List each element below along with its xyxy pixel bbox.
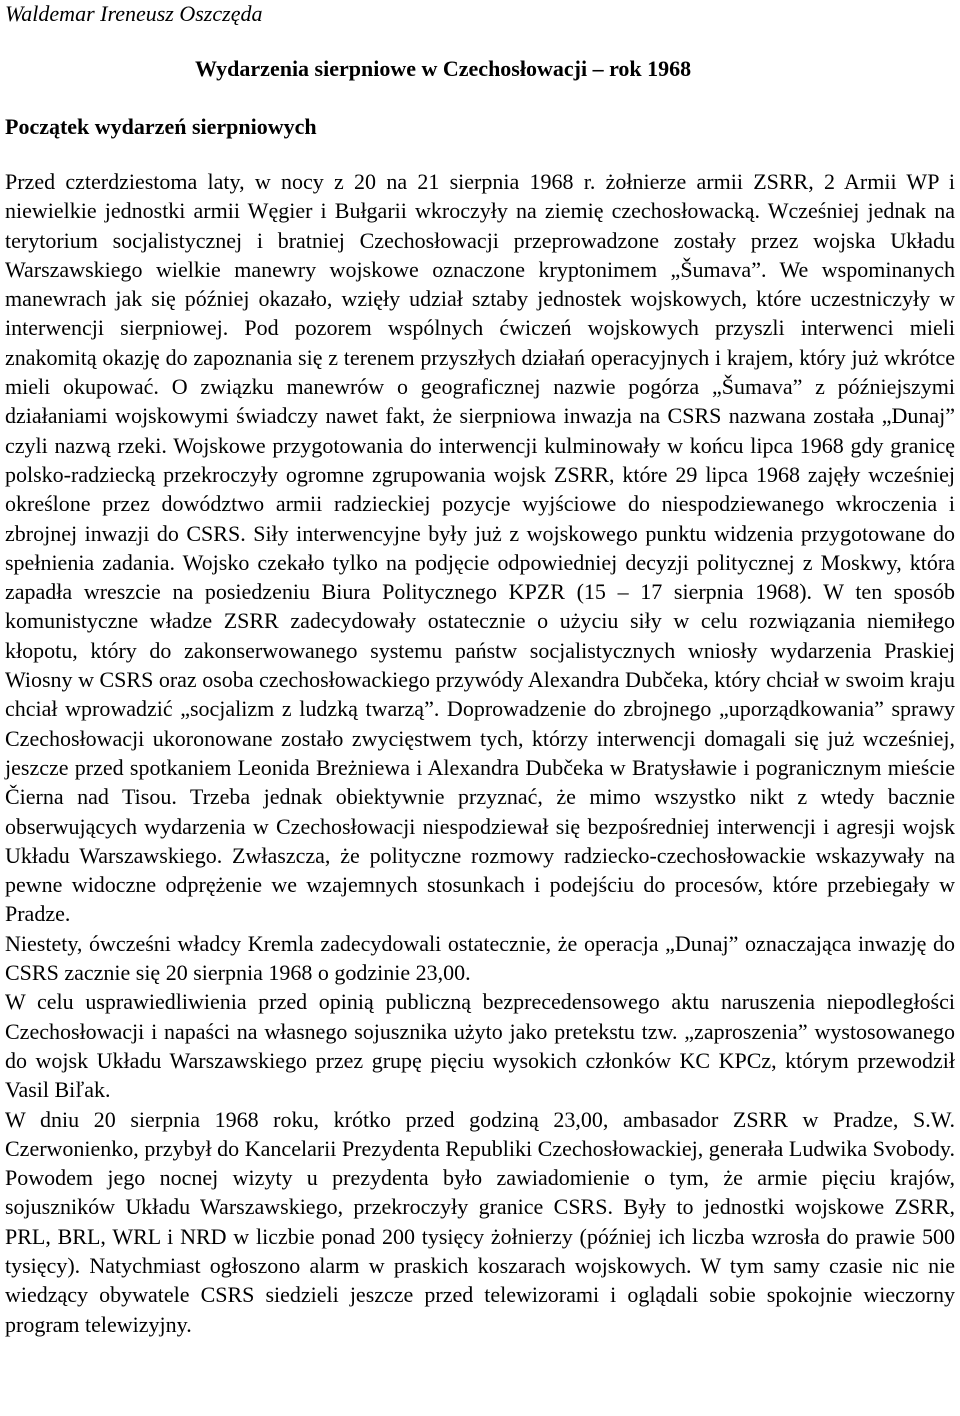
section-heading: Początek wydarzeń sierpniowych xyxy=(5,114,317,139)
document-title: Wydarzenia sierpniowe w Czechosłowacji – rok 1968 xyxy=(195,56,692,81)
paragraph: Przed czterdziestoma laty, w nocy z 20 na 21 sierpnia 1968 r. żołnierze armii ZSRR, 2 Armii WP i niewielkie jednostki armii Węgier i Bułgarii wkroczyły na ziemię czechosłowacką. Wcześniej jednak na terytorium socjalistycznej i bratniej Czechosłowacji przeprowadzone zostały przez wojska Układu Warszawskiego wielkie manewry wojskowe oznaczone kryptonimem „Šumava”. We wspominanych manewrach jak się później okazało, wzięły udział sztaby jednostek wojskowych, które uczestniczyły w interwencji sierpniowej. Pod pozorem wspólnych ćwiczeń wojskowych przyszli interwenci mieli znakomitą okazję do zapoznania się z terenem przyszłych działań operacyjnych i krajem, który już wkrótce mieli okupować. O związku manewrów o geograficznej nazwie pogórza „Šumava” z późniejszymi działaniami wojskowymi świadczy nawet fakt, że sierpniowa inwazja na CSRS nazwana została „Dunaj” czyli nazwą rzeki. Wojskowe przygotowania do interwencji kulminowały w końcu lipca 1968 gdy granicę polsko-radziecką przekroczyły ogromne zgrupowania wojsk ZSRR, które 29 lipca 1968 zajęły wcześniej określone przez dowództwo armii radzieckiej pozycje wyjściowe do niespodziewanego wkroczenia i zbrojnej inwazji do CSRS. Siły interwencyjne były już z wojskowego punktu widzenia przygotowane do spełnienia zadania. Wojsko czekało tylko na podjęcie odpowiedniej decyzji politycznej z Moskwy, która zapadła wreszcie na posiedzeniu Biura Politycznego KPZR (15 – 17 sierpnia 1968). W ten sposób komunistyczne władze ZSRR zadecydowały ostatecznie o użyciu siły w celu rozwiązania niemiłego kłopotu, który do zakonserwowanego systemu państw socjalistycznych wniosły wydarzenia Praskiej Wiosny w CSRS oraz osoba czechosłowackiego przywódy Alexandra Dubčeka, który chciał w swoim kraju chciał wprowadzić „socjalizm z ludzką twarzą”. Doprowadzenie do zbrojnego „uporządkowania” sprawy Czechosłowacji ukoronowane zostało zwycięstwem tych, którzy interwencji domagali się już wcześniej, jeszcze przed spotkaniem Leonida Breżniewa i Alexandra Dubčeka w Bratysławie i pogranicznym mieście Čierna nad Tisou. Trzeba jednak obiektywnie przyznać, że mimo wszystko nikt z wtedy bacznie obserwujących wydarzenia w Czechosłowacji niespodziewał się bezpośredniej interwencji i agresji wojsk Układu Warszawskiego. Zwłaszcza, że polityczne rozmowy radziecko-czechosłowackie wskazywały na pewne widoczne odprężenie we wzajemnych stosunkach i podejściu do procesów, które przebiegały w Pradze. xyxy=(5,169,955,927)
author-name: Waldemar Ireneusz Oszczęda xyxy=(5,1,263,26)
paragraph: W dniu 20 sierpnia 1968 roku, krótko przed godziną 23,00, ambasador ZSRR w Pradze, S.W. Czerwonienko, przybył do Kancelarii Prezydenta Republiki Czechosłowackiej, generała Ludwika Svobody. Powodem jego nocnej wizyty u prezydenta było zawiadomienie o tym, że armie pięciu krajów, sojuszników Układu Warszawskiego, przekroczyły granice CSRS. Były to jednostki wojskowe ZSRR, PRL, BRL, WRL i NRD w liczbie ponad 200 tysięcy żołnierzy (później ich liczba wzrosła do prawie 500 tysięcy). Natychmiast ogłoszono alarm w praskich koszarach wojskowych. W tym samy czasie nic nie wiedzący obywatele CSRS siedzieli jeszcze przed telewizorami i oglądali sobie spokojnie wieczorny program telewizyjny. xyxy=(5,1106,955,1337)
paragraph: W celu usprawiedliwienia przed opinią publiczną bezprecedensowego aktu naruszenia niepodległości Czechosłowacji i napaści na własnego sojusznika użyto jako pretekstu tzw. „zaproszenia” wystosowanego do wojsk Układu Warszawskiego przez grupę pięciu wysokich członków KC KPCz, którym przewodził Vasil Biľak. xyxy=(5,989,955,1103)
body-text xyxy=(5,167,955,1339)
paragraph: Niestety, ówcześni władcy Kremla zadecydowali ostatecznie, że operacja „Dunaj” oznaczająca inwazję do CSRS zacznie się 20 sierpnia 1968 o godzinie 23,00. xyxy=(5,930,955,986)
